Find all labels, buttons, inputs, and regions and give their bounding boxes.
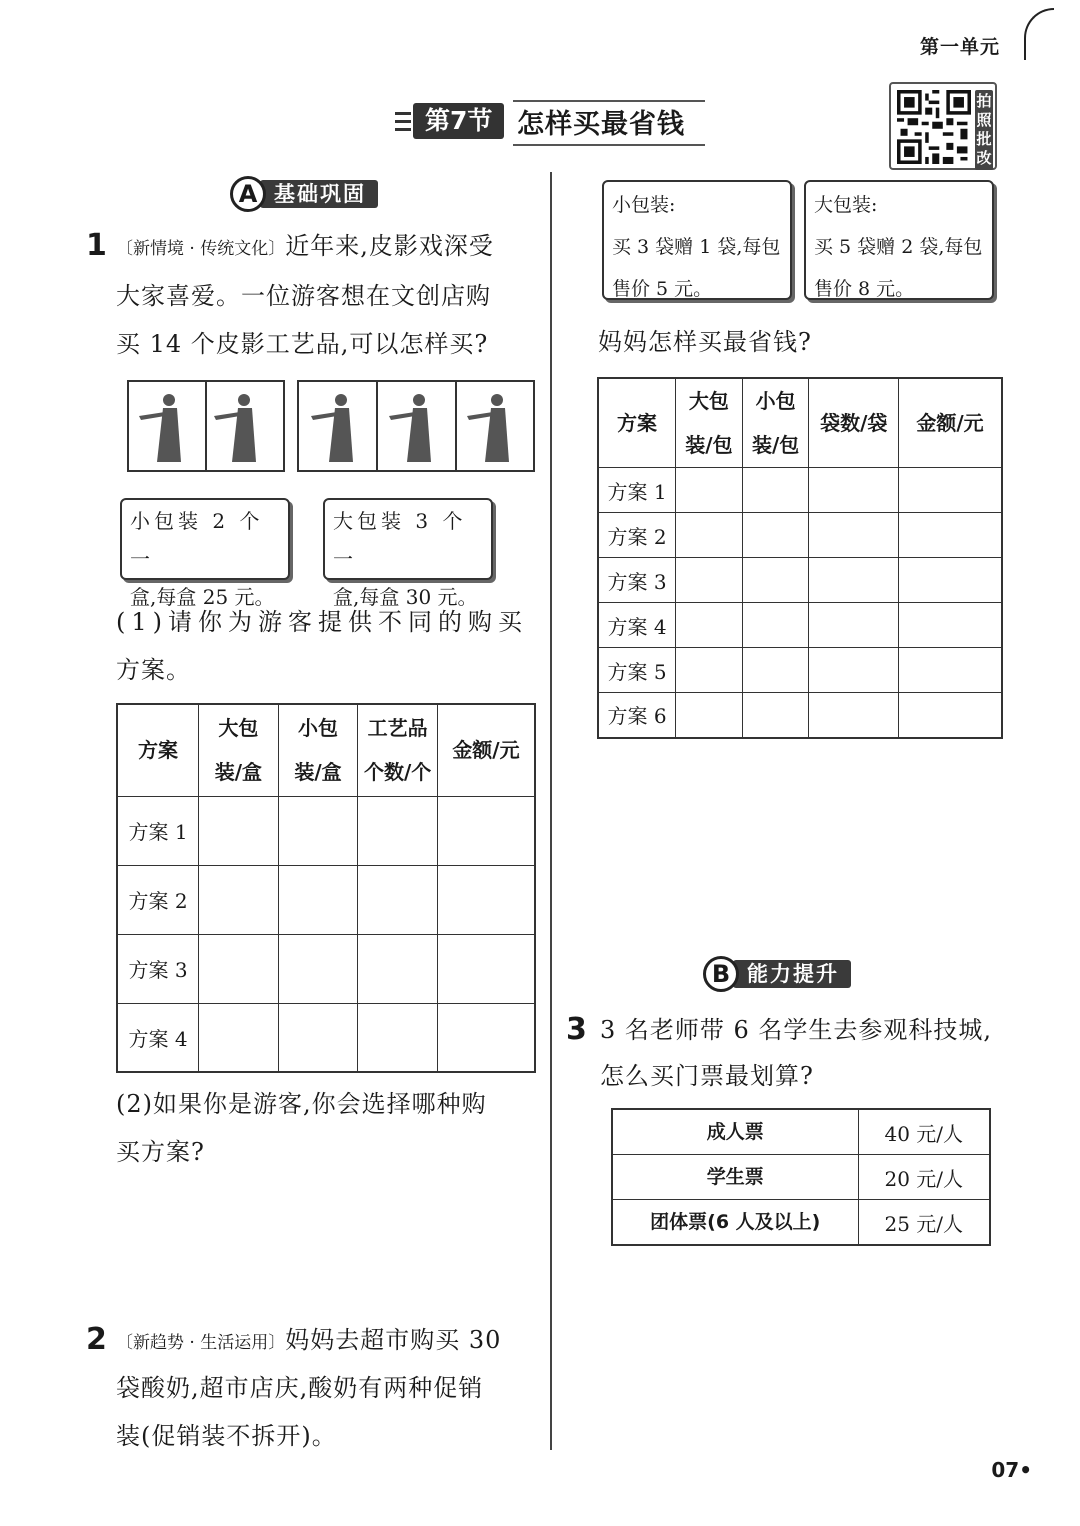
q1-line1 (116, 222, 546, 273)
answer-cell[interactable] (676, 603, 743, 648)
q1-header-plan: 方案 (117, 704, 199, 796)
q1-text-line3: 买 14 个皮影工艺品,可以怎样买? (116, 330, 489, 358)
answer-cell[interactable] (199, 796, 279, 865)
answer-cell[interactable] (742, 693, 809, 738)
answer-cell[interactable] (437, 796, 535, 865)
answer-cell[interactable] (437, 934, 535, 1003)
q2-plan-table (597, 377, 1003, 739)
ticket-price-table (611, 1108, 991, 1246)
q1-large-package-box (323, 498, 493, 609)
unit-title: 第一单元 (919, 36, 1000, 58)
q2-small-title: 小包装: (612, 194, 676, 216)
answer-cell[interactable] (278, 1003, 358, 1072)
q1-text-line1: 近年来,皮影戏深受 (285, 232, 494, 260)
answer-cell[interactable] (358, 1003, 438, 1072)
page-number: 07• (991, 1458, 1032, 1482)
q1-header-amount: 金额/元 (437, 704, 535, 796)
section-b-badge (703, 956, 883, 992)
q1-part2-line2: 买方案? (116, 1138, 205, 1166)
q2-row-label: 方案 3 (598, 558, 676, 603)
answer-cell[interactable] (899, 603, 1002, 648)
q1-row-label: 方案 1 (117, 796, 199, 865)
q2-row-label: 方案 6 (598, 693, 676, 738)
column-divider (550, 172, 552, 1450)
answer-cell[interactable] (358, 934, 438, 1003)
q1-row-label: 方案 4 (117, 1003, 199, 1072)
answer-cell[interactable] (742, 468, 809, 513)
q2-large-line2: 售价 8 元。 (814, 278, 915, 300)
section-a-letter: A (230, 176, 266, 212)
answer-cell[interactable] (676, 513, 743, 558)
q1-large-box-line2: 盒,每盒 30 元。 (333, 585, 478, 609)
ticket-price: 40 元/人 (858, 1109, 990, 1155)
ticket-name: 学生票 (612, 1155, 858, 1200)
qr-code-panel[interactable] (889, 82, 997, 170)
q1-large-box-line1: 大包装 3 个一 (333, 509, 467, 571)
answer-cell[interactable] (199, 934, 279, 1003)
q1-small-box-line2: 盒,每盒 25 元。 (130, 585, 275, 609)
q2-large-package-box (804, 180, 994, 300)
q1-part1-line2: 方案。 (116, 656, 191, 684)
answer-cell[interactable] (278, 865, 358, 934)
answer-cell[interactable] (676, 468, 743, 513)
answer-cell[interactable] (742, 603, 809, 648)
answer-cell[interactable] (676, 693, 743, 738)
answer-cell[interactable] (899, 558, 1002, 603)
q2-header-large: 大包 装/包 (676, 378, 743, 468)
q2-tag: 〔新趋势 · 生活运用〕 (116, 1333, 286, 1353)
section-title-decoration (395, 112, 411, 134)
ticket-name: 成人票 (612, 1109, 858, 1155)
q2-row-label: 方案 2 (598, 513, 676, 558)
section-a-badge (230, 176, 410, 212)
q2-question: 妈妈怎样买最省钱? (598, 328, 812, 356)
answer-cell[interactable] (742, 513, 809, 558)
q3-number: 3 (566, 1012, 587, 1047)
ticket-price: 20 元/人 (858, 1155, 990, 1200)
q3-text-line1: 3 名老师带 6 名学生去参观科技城, (600, 1016, 993, 1044)
q2-small-line1: 买 3 袋赠 1 袋,每包 (612, 236, 781, 258)
answer-cell[interactable] (809, 603, 899, 648)
section-title (395, 100, 705, 146)
answer-cell[interactable] (809, 558, 899, 603)
answer-cell[interactable] (899, 693, 1002, 738)
qr-label: 拍照批改 (975, 90, 993, 170)
q1-part1-line1: (1)请你为游客提供不同的购买 (116, 608, 528, 636)
ticket-price: 25 元/人 (858, 1200, 990, 1246)
q2-line1 (116, 1316, 501, 1367)
q2-row-label: 方案 5 (598, 648, 676, 693)
page-corner-curl (1024, 8, 1054, 60)
section-name: 怎样买最省钱 (517, 109, 685, 140)
answer-cell[interactable] (199, 865, 279, 934)
answer-cell[interactable] (676, 558, 743, 603)
q1-tag: 〔新情境 · 传统文化〕 (116, 239, 286, 259)
q1-text-line2: 大家喜爱。一位游客想在文创店购 (116, 282, 491, 310)
shadow-puppet-icon (299, 382, 533, 470)
answer-cell[interactable] (676, 648, 743, 693)
q2-header-amount: 金额/元 (899, 378, 1002, 468)
q1-small-package-box (120, 498, 290, 609)
section-b-letter: B (703, 956, 739, 992)
puppet-box-small (127, 380, 285, 472)
answer-cell[interactable] (742, 648, 809, 693)
q2-number: 2 (86, 1322, 107, 1357)
puppet-box-large (297, 380, 535, 472)
answer-cell[interactable] (809, 468, 899, 513)
answer-cell[interactable] (278, 796, 358, 865)
shadow-puppet-icon (129, 382, 283, 470)
q2-header-plan: 方案 (598, 378, 676, 468)
q2-text-line1: 妈妈去超市购买 30 (285, 1326, 502, 1354)
q2-text-line3: 装(促销装不拆开)。 (116, 1422, 337, 1450)
q1-row-label: 方案 3 (117, 934, 199, 1003)
q1-plan-table (116, 703, 536, 1073)
answer-cell[interactable] (358, 796, 438, 865)
section-title-bottom-rule (513, 144, 705, 146)
answer-cell[interactable] (199, 1003, 279, 1072)
q2-text-line2: 袋酸奶,超市店庆,酸奶有两种促销 (116, 1374, 484, 1402)
q2-large-line1: 买 5 袋赠 2 袋,每包 (814, 236, 983, 258)
q2-small-line2: 售价 5 元。 (612, 278, 713, 300)
q2-large-title: 大包装: (814, 194, 878, 216)
section-b-label: 能力提升 (733, 960, 851, 988)
answer-cell[interactable] (809, 513, 899, 558)
q2-header-bags: 袋数/袋 (809, 378, 899, 468)
q2-small-package-box (602, 180, 792, 300)
q1-header-small: 小包 装/盒 (278, 704, 358, 796)
answer-cell[interactable] (278, 934, 358, 1003)
answer-cell[interactable] (437, 865, 535, 934)
q2-header-small: 小包 装/包 (742, 378, 809, 468)
answer-cell[interactable] (742, 558, 809, 603)
answer-cell[interactable] (899, 648, 1002, 693)
answer-cell[interactable] (437, 1003, 535, 1072)
q1-header-large: 大包 装/盒 (199, 704, 279, 796)
answer-cell[interactable] (899, 468, 1002, 513)
answer-cell[interactable] (899, 513, 1002, 558)
q2-row-label: 方案 4 (598, 603, 676, 648)
q3-text-line2: 怎么买门票最划算? (600, 1062, 814, 1090)
section-number: 第7节 (413, 103, 504, 139)
q1-header-count: 工艺品 个数/个 (358, 704, 438, 796)
q1-part2-line1: (2)如果你是游客,你会选择哪种购 (116, 1090, 487, 1118)
qr-code-icon[interactable] (897, 90, 971, 164)
section-a-label: 基础巩固 (260, 180, 378, 208)
answer-cell[interactable] (809, 693, 899, 738)
ticket-name: 团体票(6 人及以上) (612, 1200, 858, 1246)
q2-row-label: 方案 1 (598, 468, 676, 513)
q1-small-box-line1: 小包装 2 个一 (130, 509, 264, 571)
q1-number: 1 (86, 228, 107, 263)
answer-cell[interactable] (358, 865, 438, 934)
shadow-puppet-illustration (127, 380, 535, 472)
q1-row-label: 方案 2 (117, 865, 199, 934)
answer-cell[interactable] (809, 648, 899, 693)
